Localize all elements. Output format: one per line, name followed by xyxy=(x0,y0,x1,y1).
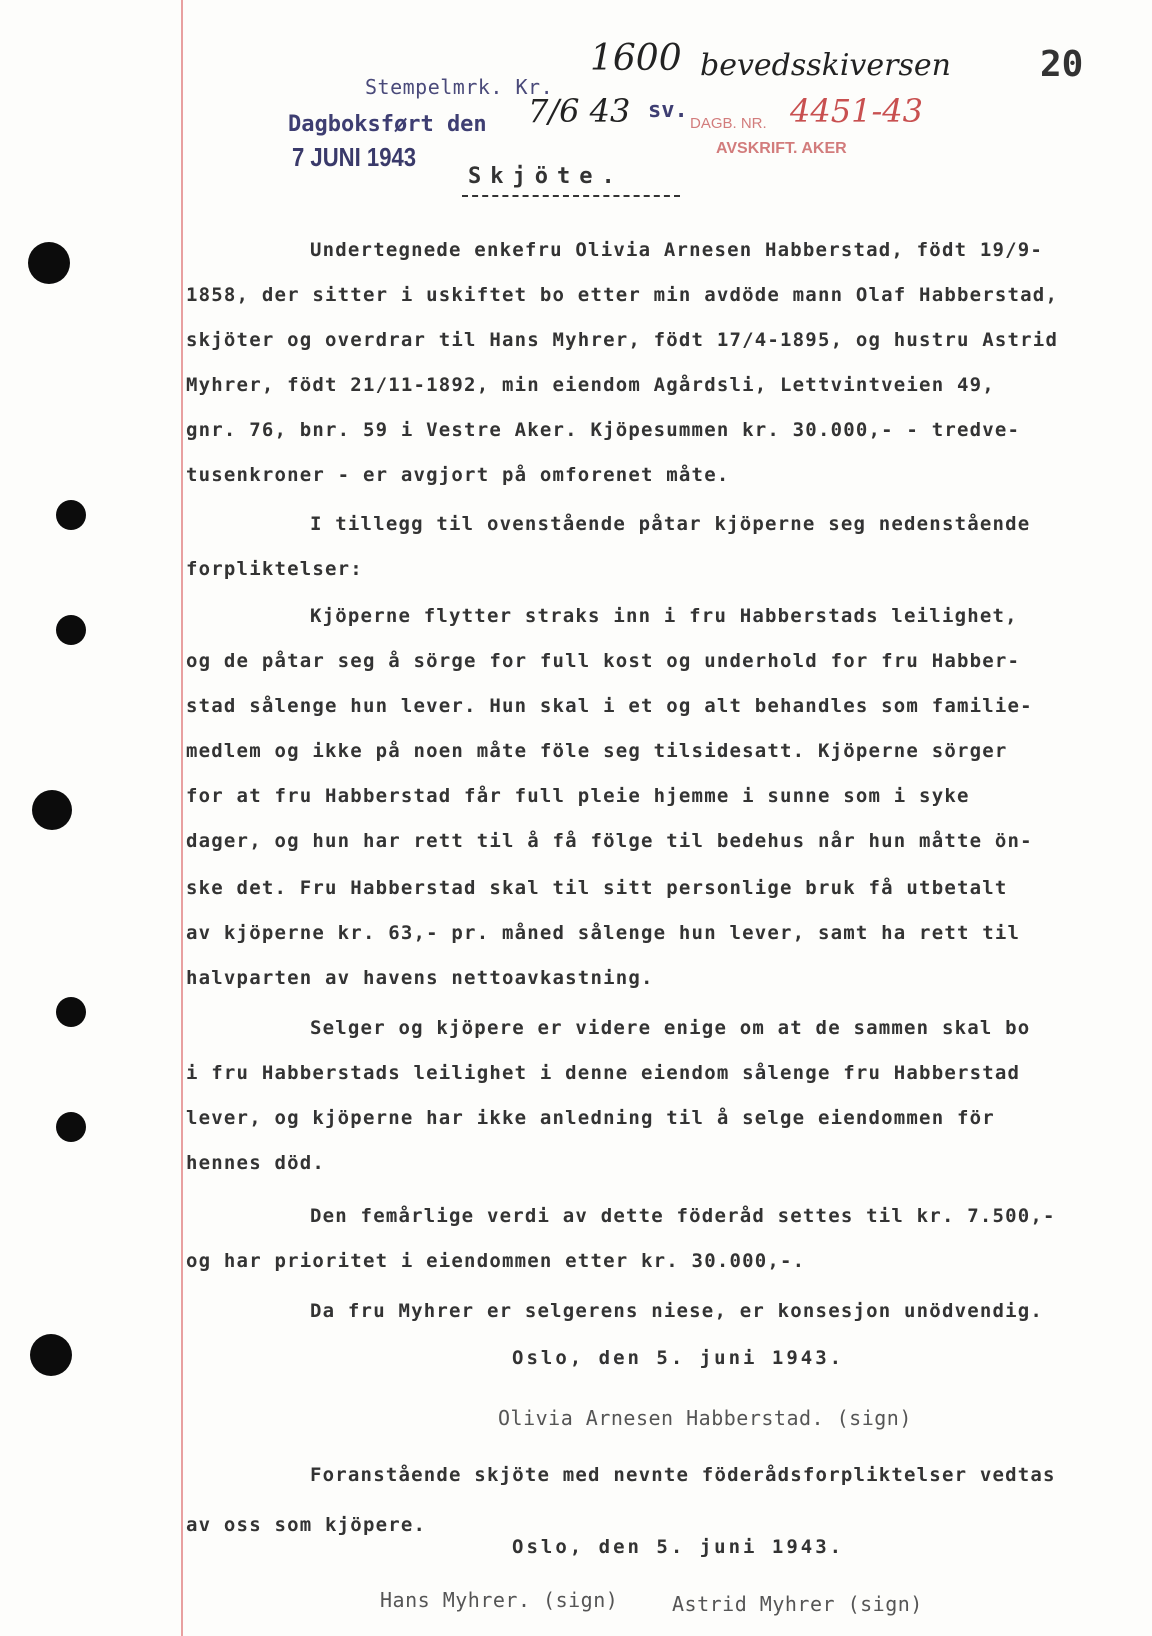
dagb-nr-label: DAGB. NR. xyxy=(690,115,767,132)
body-line: halvparten av havens nettoavkastning. xyxy=(186,967,654,989)
place-date-line: Oslo, den 5. juni 1943. xyxy=(512,1347,845,1369)
buyer-signature: Hans Myhrer. (sign) xyxy=(380,1588,619,1612)
seller-signature: Olivia Arnesen Habberstad. (sign) xyxy=(498,1406,912,1430)
body-line: Foranstående skjöte med nevnte föderådsforpliktelser vedtas xyxy=(310,1464,1056,1486)
title-underline xyxy=(462,195,680,197)
body-line: av kjöperne kr. 63,- pr. måned sålenge hun lever, samt ha rett til xyxy=(186,922,1021,944)
punch-hole xyxy=(56,1112,86,1142)
body-line: Myhrer, födt 21/11-1892, min eiendom Agårdsli, Lettvintveien 49, xyxy=(186,374,995,396)
dagbok-suffix: sv. xyxy=(648,98,688,123)
body-line: og har prioritet i eiendommen etter kr. 30.000,-. xyxy=(186,1250,806,1272)
body-line: og de påtar seg å sörge for full kost og underhold for fru Habber- xyxy=(186,650,1021,672)
date-stamp: 7 JUNI 1943 xyxy=(292,142,417,172)
body-line: stad sålenge hun lever. Hun skal i et og alt behandles som familie- xyxy=(186,695,1033,717)
stempel-note: bevedsskiversen xyxy=(700,48,951,83)
document-title: Skjöte. xyxy=(468,164,624,189)
punch-hole xyxy=(30,1334,72,1376)
body-line: Da fru Myhrer er selgerens niese, er konsesjon unödvendig. xyxy=(310,1300,1044,1322)
punch-hole xyxy=(56,615,86,645)
body-line: Kjöperne flytter straks inn i fru Habberstads leilighet, xyxy=(310,605,1018,627)
dagb-nr-value: 4451-43 xyxy=(790,92,923,130)
body-line: av oss som kjöpere. xyxy=(186,1514,427,1536)
avskrift-stamp: AVSKRIFT. AKER xyxy=(716,140,847,157)
punch-hole xyxy=(56,997,86,1027)
body-line: Undertegnede enkefru Olivia Arnesen Habberstad, födt 19/9- xyxy=(310,239,1044,261)
margin-rule xyxy=(181,0,183,1636)
page-number: 20 xyxy=(1040,44,1084,85)
body-line: lever, og kjöperne har ikke anledning til å selge eiendommen för xyxy=(186,1107,995,1129)
body-line: forpliktelser: xyxy=(186,558,363,580)
body-line: dager, og hun har rett til å få fölge til bedehus når hun måtte ön- xyxy=(186,830,1033,852)
punch-hole xyxy=(28,242,70,284)
stempel-label: Stempelmrk. Kr. xyxy=(365,75,554,99)
stempel-amount: 1600 xyxy=(590,38,682,79)
body-line: skjöter og overdrar til Hans Myhrer, födt 17/4-1895, og hustru Astrid xyxy=(186,329,1059,351)
body-line: 1858, der sitter i uskiftet bo etter min avdöde mann Olaf Habberstad, xyxy=(186,284,1059,306)
body-line: hennes död. xyxy=(186,1152,326,1174)
dagbok-label: Dagboksført den xyxy=(288,112,487,137)
dagbok-date: 7/6 43 xyxy=(528,92,631,130)
punch-hole xyxy=(56,500,86,530)
place-date-line: Oslo, den 5. juni 1943. xyxy=(512,1536,845,1558)
body-line: tusenkroner - er avgjort på omforenet måte. xyxy=(186,464,730,486)
body-line: for at fru Habberstad får full pleie hjemme i sunne som i syke xyxy=(186,785,970,807)
punch-hole xyxy=(32,790,72,830)
body-line: i fru Habberstads leilighet i denne eiendom sålenge fru Habberstad xyxy=(186,1062,1021,1084)
body-line: gnr. 76, bnr. 59 i Vestre Aker. Kjöpesummen kr. 30.000,- - tredve- xyxy=(186,419,1021,441)
body-line: Den femårlige verdi av dette föderåd settes til kr. 7.500,- xyxy=(310,1205,1056,1227)
buyer-signature: Astrid Myhrer (sign) xyxy=(672,1592,923,1616)
body-line: ske det. Fru Habberstad skal til sitt personlige bruk få utbetalt xyxy=(186,877,1008,899)
body-line: I tillegg til ovenstående påtar kjöperne seg nedenstående xyxy=(310,513,1031,535)
body-line: Selger og kjöpere er videre enige om at de sammen skal bo xyxy=(310,1017,1031,1039)
body-line: medlem og ikke på noen måte föle seg tilsidesatt. Kjöperne sörger xyxy=(186,740,1008,762)
